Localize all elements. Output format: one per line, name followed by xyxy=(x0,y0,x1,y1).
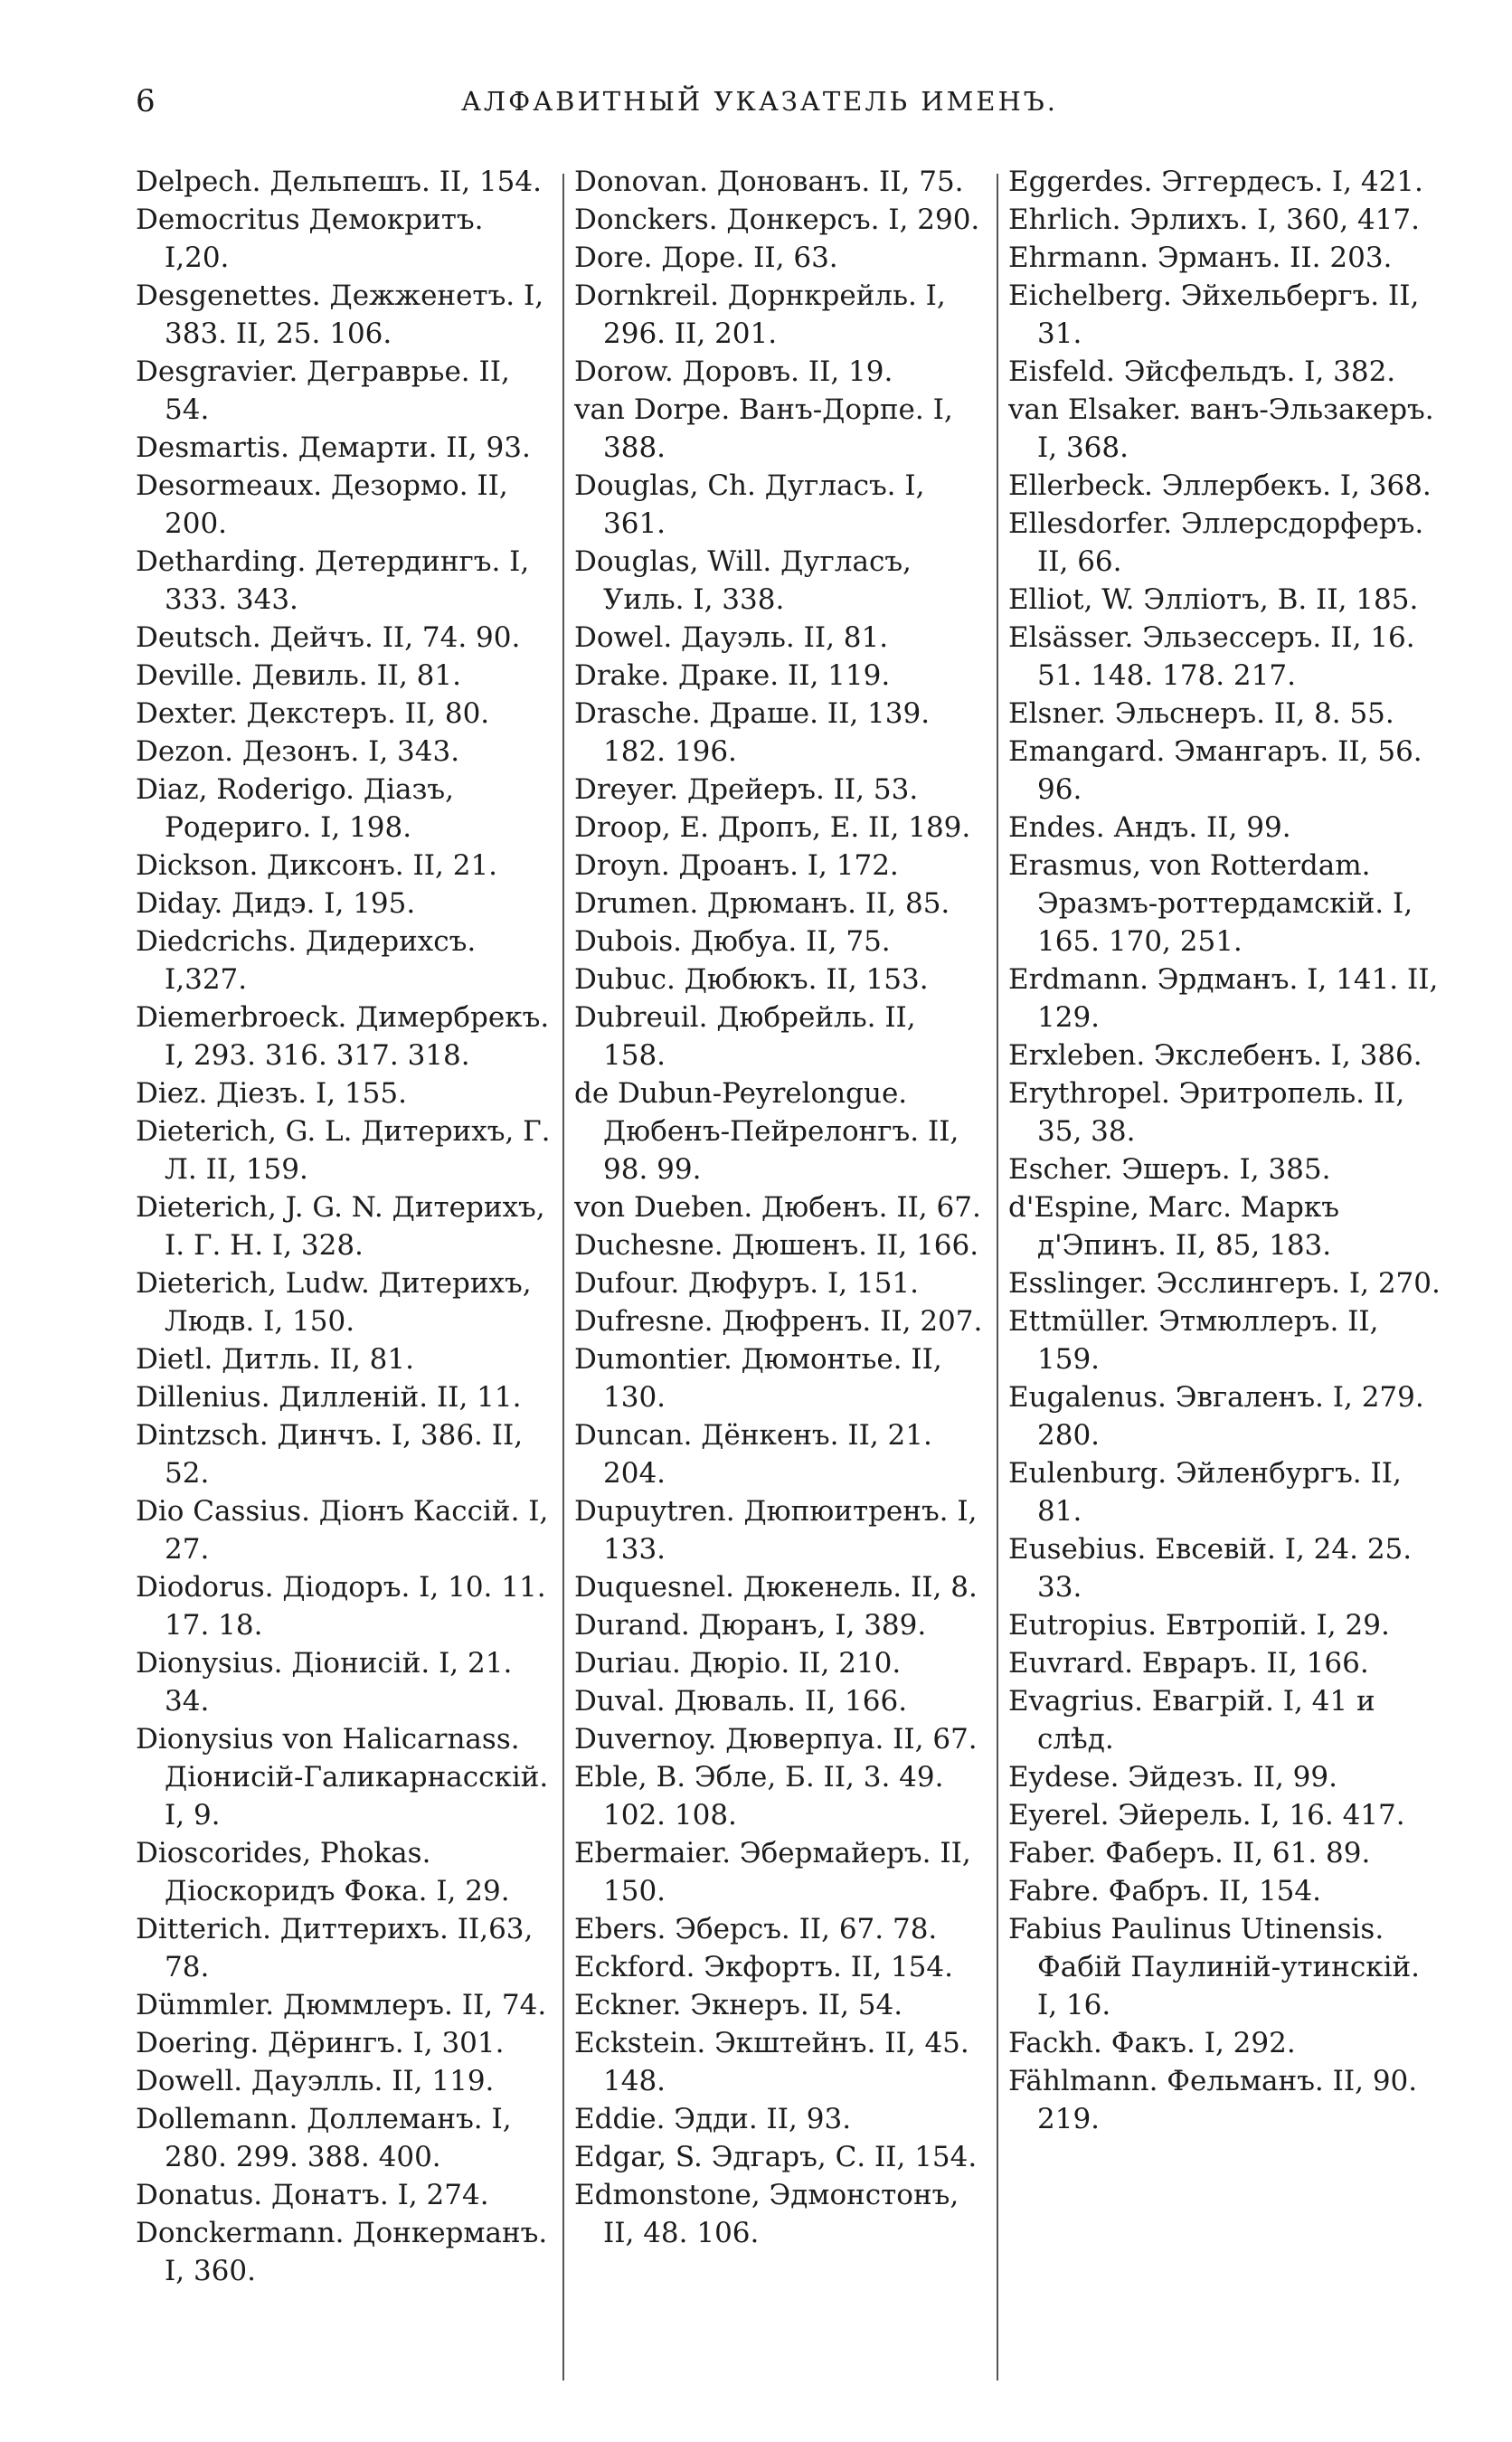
index-entry: Dubois. Дюбуа. II, 75. xyxy=(574,925,891,958)
index-entry: Fabre. Фабръ. II, 154. xyxy=(1008,1875,1321,1907)
index-entry: d'Espine, Marc. Маркъ д'Эпинъ. II, 85, 183. xyxy=(1008,1191,1339,1262)
column-divider xyxy=(562,174,564,2380)
index-entry: Ellesdorfer. Эллерсдорферъ. II, 66. xyxy=(1008,507,1424,578)
index-entry: Dietl. Дитль. II, 81. xyxy=(136,1343,414,1376)
index-entry: Edgar, S. Эдгаръ, С. II, 154. xyxy=(574,2141,978,2173)
index-entry: Delpech. Дельпешъ. II, 154. xyxy=(136,166,542,198)
index-entry: Duquesnel. Дюкенель. II, 8. xyxy=(574,1571,978,1604)
index-entry: Durand. Дюранъ, I, 389. xyxy=(574,1609,927,1642)
index-entry: Droyn. Дроанъ. I, 172. xyxy=(574,849,899,882)
index-entry: Fählmann. Фельманъ. II, 90. 219. xyxy=(1008,2065,1418,2135)
index-entry: Dioscorides, Phokas. Діоскоридъ Фока. I, 29. xyxy=(136,1837,510,1907)
index-entry: Deutsch. Дейчъ. II, 74. 90. xyxy=(136,621,521,654)
index-entry: Eddie. Эдди. II, 93. xyxy=(574,2103,852,2135)
index-entry: Eydese. Эйдезъ. II, 99. xyxy=(1008,1761,1337,1794)
index-entry: Desgenettes. Дежженетъ. I, 383. II, 25. 106. xyxy=(136,279,544,350)
index-entry: Diodorus. Діодоръ. I, 10. 11. 17. 18. xyxy=(136,1571,546,1642)
index-entry: Drake. Драке. II, 119. xyxy=(574,659,891,692)
index-entry: Duvernoy. Дюверпуа. II, 67. xyxy=(574,1723,978,1756)
index-entry: Donckers. Донкерсъ. I, 290. xyxy=(574,204,980,236)
index-entry: Droop, E. Дропъ, Е. II, 189. xyxy=(574,811,971,844)
index-entry: Dubuc. Дюбюкъ. II, 153. xyxy=(574,963,929,996)
index-entry: Doering. Дёрингъ. I, 301. xyxy=(136,2027,505,2059)
index-entry: Dillenius. Дилленій. II, 11. xyxy=(136,1381,522,1414)
index-entry: Dickson. Диксонъ. II, 21. xyxy=(136,849,498,882)
index-entry: Fackh. Факъ. I, 292. xyxy=(1008,2027,1296,2059)
index-column-2 xyxy=(574,163,986,2397)
index-entry: Dieterich, G. L. Дитерихъ, Г. Л. II, 159. xyxy=(136,1115,551,1186)
index-entry: von Dueben. Дюбенъ. II, 67. xyxy=(574,1191,981,1224)
index-entry: Dupuytren. Дюпюитренъ. I, 133. xyxy=(574,1495,978,1566)
index-entry: Fabius Paulinus Utinensis. Фабій Паулиній-утинскій. I, 16. xyxy=(1008,1913,1421,2021)
page-header xyxy=(136,74,1384,128)
index-entry: Duncan. Дёнкенъ. II, 21. 204. xyxy=(574,1419,932,1490)
index-entry: Erythropel. Эритропель. II, 35, 38. xyxy=(1008,1077,1405,1148)
index-entry: Duval. Дюваль. II, 166. xyxy=(574,1685,908,1718)
index-entry: van Dorpe. Ванъ-Дорпе. I, 388. xyxy=(574,393,953,464)
index-entry: Donatus. Донатъ. I, 274. xyxy=(136,2179,489,2211)
index-entry: Ehrlich. Эрлихъ. I, 360, 417. xyxy=(1008,204,1420,236)
index-entry: Dieterich, Ludw. Дитерихъ, Людв. I, 150. xyxy=(136,1267,532,1338)
index-entry: Eusebius. Евсевій. I, 24. 25. 33. xyxy=(1008,1533,1413,1604)
index-entry: Duchesne. Дюшенъ. II, 166. xyxy=(574,1229,979,1262)
index-entry: Ehrmann. Эрманъ. II. 203. xyxy=(1008,241,1393,274)
index-entry: Diez. Діезъ. I, 155. xyxy=(136,1077,407,1110)
index-entry: Esslinger. Эсслингеръ. I, 270. xyxy=(1008,1267,1441,1300)
index-entry: Eulenburg. Эйленбургъ. II, 81. xyxy=(1008,1457,1402,1528)
index-entry: Dionysius von Halicarnass. Діонисій-Галикарнасскій. I, 9. xyxy=(136,1723,549,1832)
column-divider xyxy=(997,174,998,2380)
index-entry: Eble, B. Эбле, Б. II, 3. 49. 102. 108. xyxy=(574,1761,944,1832)
index-entry: Dio Cassius. Діонъ Кассій. I, 27. xyxy=(136,1495,549,1566)
index-entry: Desmartis. Демарти. II, 93. xyxy=(136,431,531,464)
index-entry: Dore. Доре. II, 63. xyxy=(574,241,838,274)
index-entry: Dubreuil. Дюбрейль. II, 158. xyxy=(574,1001,916,1072)
index-entry: Diedcrichs. Дидерихсъ. I,327. xyxy=(136,925,477,996)
index-entry: Dethardіng. Детердингъ. I, 333. 343. xyxy=(136,545,530,616)
index-entry: Deville. Девиль. II, 81. xyxy=(136,659,461,692)
index-entry: Ellerbeck. Эллербекъ. I, 368. xyxy=(1008,469,1432,502)
index-entry: Evagrius. Евагрій. I, 41 и слѣд. xyxy=(1008,1685,1375,1756)
index-entry: Dufour. Дюфуръ. I, 151. xyxy=(574,1267,919,1300)
index-entry: Elliot, W. Элліотъ, В. II, 185. xyxy=(1008,583,1419,616)
index-entry: Euvrard. Евраръ. II, 166. xyxy=(1008,1647,1369,1680)
index-entry: Eckford. Экфортъ. II, 154. xyxy=(574,1951,953,1983)
index-entry: Ettmüller. Этмюллеръ. II, 159. xyxy=(1008,1305,1379,1376)
index-columns xyxy=(136,163,1447,2397)
index-column-3 xyxy=(1008,163,1442,2397)
index-entry: Dreyer. Дрейеръ. II, 53. xyxy=(574,773,919,806)
index-entry: Eggerdes. Эггердесъ. I, 421. xyxy=(1008,166,1423,198)
index-entry: Erxleben. Экслебенъ. I, 386. xyxy=(1008,1039,1422,1072)
running-title: АЛФАВИТНЫЙ УКАЗАТЕЛЬ ИМЕНЪ. xyxy=(460,86,1059,117)
index-entry: Ebers. Эберсъ. II, 67. 78. xyxy=(574,1913,938,1945)
index-entry: Diday. Дидэ. I, 195. xyxy=(136,887,416,920)
index-entry: Douglas, Will. Дугласъ, Уиль. I, 338. xyxy=(574,545,912,616)
index-entry: Dorow. Доровъ. II, 19. xyxy=(574,355,893,388)
index-entry: Dieterich, J. G. N. Дитерихъ, I. Г. Н. I, 328. xyxy=(136,1191,545,1262)
index-entry: Eckner. Экнеръ. II, 54. xyxy=(574,1989,903,2021)
index-entry: Democritus Демокритъ. I,20. xyxy=(136,204,484,274)
index-entry: Dionysius. Діонисій. I, 21. 34. xyxy=(136,1647,513,1718)
index-entry: Duriau. Дюріо. II, 210. xyxy=(574,1647,902,1680)
index-entry: Dintzsch. Динчъ. I, 386. II, 52. xyxy=(136,1419,524,1490)
index-entry: Ebermaier. Эбермайеръ. II, 150. xyxy=(574,1837,971,1907)
index-entry: Diaz, Roderigo. Діазъ, Родериго. I, 198. xyxy=(136,773,454,844)
index-entry: Eckstein. Экштейнъ. II, 45. 148. xyxy=(574,2027,969,2097)
index-entry: Dollemann. Доллеманъ. I, 280. 299. 388. 400. xyxy=(136,2103,512,2173)
index-entry: Donckermann. Донкерманъ. I, 360. xyxy=(136,2217,548,2287)
index-entry: Edmonstone, Эдмонстонъ, II, 48. 106. xyxy=(574,2179,959,2249)
index-entry: Escher. Эшеръ. I, 385. xyxy=(1008,1153,1331,1186)
index-entry: Eutropius. Евтропій. I, 29. xyxy=(1008,1609,1390,1642)
index-entry: Eisfeld. Эйсфельдъ. I, 382. xyxy=(1008,355,1396,388)
index-entry: Endes. Андъ. II, 99. xyxy=(1008,811,1291,844)
index-entry: Dowel. Дауэль. II, 81. xyxy=(574,621,889,654)
index-entry: Donovan. Донованъ. II, 75. xyxy=(574,166,964,198)
index-entry: Dufresne. Дюфренъ. II, 207. xyxy=(574,1305,983,1338)
index-entry: Elsner. Эльснеръ. II, 8. 55. xyxy=(1008,697,1394,730)
index-entry: Douglas, Ch. Дугласъ. I, 361. xyxy=(574,469,925,540)
index-entry: Emangard. Эмангаръ. II, 56. 96. xyxy=(1008,735,1422,806)
index-entry: Eugalenus. Эвгаленъ. I, 279. 280. xyxy=(1008,1381,1424,1452)
index-entry: Drasche. Драше. II, 139. 182. 196. xyxy=(574,697,931,768)
index-entry: Elsässer. Эльзессеръ. II, 16. 51. 148. 178. 217. xyxy=(1008,621,1415,692)
index-entry: van Elsaker. ванъ-Эльзакеръ. I, 368. xyxy=(1008,393,1434,464)
index-entry: Eyerel. Эйерель. I, 16. 417. xyxy=(1008,1799,1405,1832)
index-entry: Ditterich. Диттерихъ. II,63, 78. xyxy=(136,1913,534,1983)
index-entry: Desormeaux. Дезормо. II, 200. xyxy=(136,469,508,540)
index-entry: Dümmler. Дюммлеръ. II, 74. xyxy=(136,1989,547,2021)
index-entry: Eichelberg. Эйхельбергъ. II, 31. xyxy=(1008,279,1420,350)
index-column-1 xyxy=(136,163,552,2397)
index-entry: Dezon. Дезонъ. I, 343. xyxy=(136,735,460,768)
index-entry: Erasmus, von Rotterdam. Эразмъ-роттердамскій. I, 165. 170, 251. xyxy=(1008,849,1413,958)
index-entry: de Dubun-Peyrelongue. Дюбенъ-Пейрелонгъ. II, 98. 99. xyxy=(574,1077,959,1186)
index-entry: Desgravier. Деграврье. II, 54. xyxy=(136,355,510,426)
index-entry: Dowell. Дауэлль. II, 119. xyxy=(136,2065,495,2097)
index-entry: Diemerbroeck. Димербрекъ. I, 293. 316. 317. 318. xyxy=(136,1001,550,1072)
page-number: 6 xyxy=(136,83,156,119)
index-entry: Faber. Фаберъ. II, 61. 89. xyxy=(1008,1837,1371,1869)
index-entry: Drumen. Дрюманъ. II, 85. xyxy=(574,887,950,920)
index-entry: Erdmann. Эрдманъ. I, 141. II, 129. xyxy=(1008,963,1439,1034)
index-entry: Dexter. Декстеръ. II, 80. xyxy=(136,697,490,730)
index-entry: Dornkreil. Дорнкрейль. I, 296. II, 201. xyxy=(574,279,946,350)
index-entry: Dumontier. Дюмонтье. II, 130. xyxy=(574,1343,942,1414)
